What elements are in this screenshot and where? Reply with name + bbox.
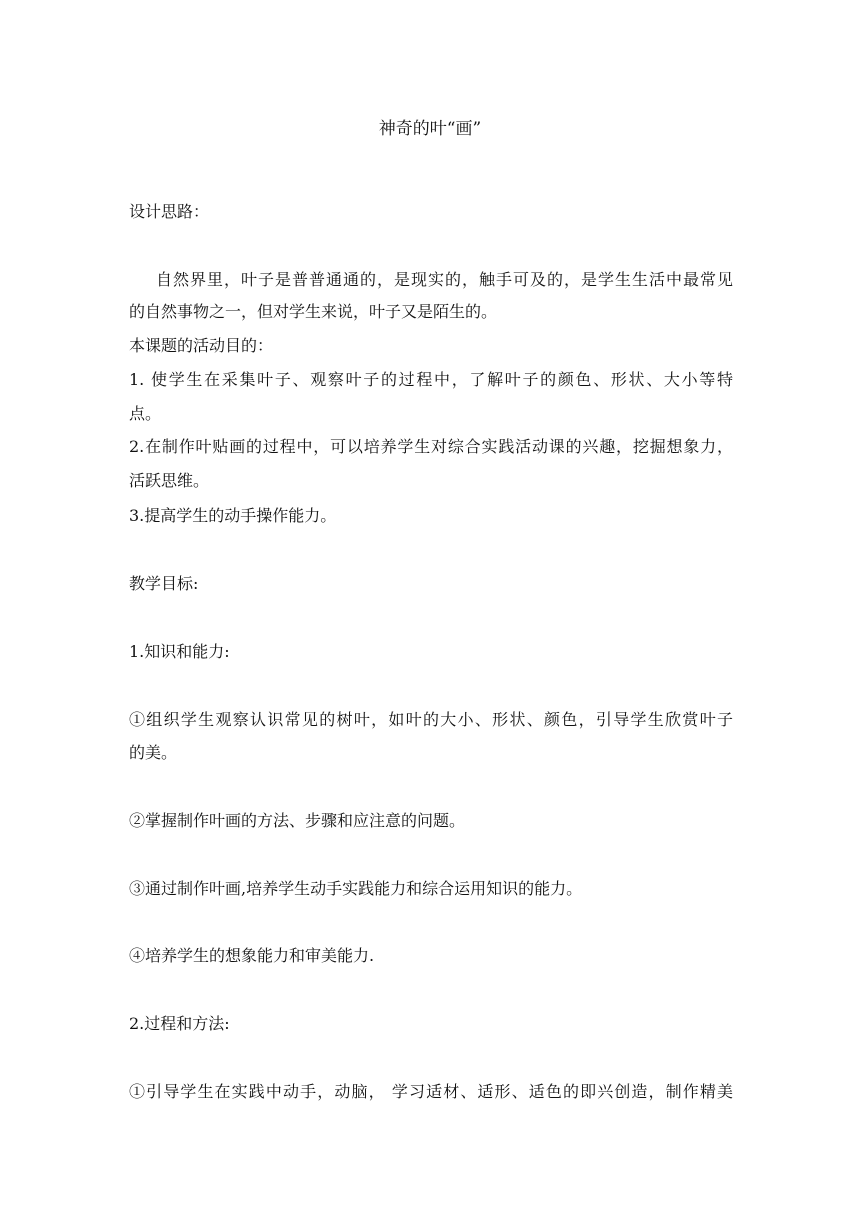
goal-item-1-1-line-2: 的美。 [129,743,178,762]
goals-heading: 教学目标: [129,574,199,593]
design-heading: 设计思路： [129,202,210,221]
purpose-item-2-line-1: 2.在制作叶贴画的过程中，可以培养学生对综合实践活动课的兴趣，挖掘想象力， [129,437,733,456]
intro-line-1: 自然界里，叶子是普普通通的，是现实的，触手可及的，是学生生活中最常见 [156,270,733,289]
section-2-heading: 2.过程和方法: [129,1014,230,1033]
document-title: 神奇的叶“画” [378,119,482,139]
purpose-heading: 本课题的活动目的： [129,336,274,355]
section-1-heading: 1.知识和能力: [129,642,230,661]
purpose-item-1-line-1: 1. 使学生在采集叶子、观察叶子的过程中，了解叶子的颜色、形状、大小等特 [129,370,733,389]
purpose-item-1-line-2: 点。 [129,404,162,423]
goal-item-1-3: ③通过制作叶画,培养学生动手实践能力和综合运用知识的能力。 [129,879,583,898]
purpose-item-3: 3.提高学生的动手操作能力。 [129,506,337,525]
goal-item-2-1-line-1: ①引导学生在实践中动手，动脑， 学习适材、适形、适色的即兴创造，制作精美 [129,1082,733,1101]
goal-item-1-2: ②掌握制作叶画的方法、步骤和应注意的问题。 [129,811,466,830]
intro-line-2: 的自然事物之一，但对学生来说，叶子又是陌生的。 [129,302,498,321]
goal-item-1-4: ④培养学生的想象能力和审美能力. [129,946,375,965]
goal-item-1-1-line-1: ①组织学生观察认识常见的树叶，如叶的大小、形状、颜色，引导学生欣赏叶子 [129,710,733,729]
purpose-item-2-line-2: 活跃思维。 [129,471,210,490]
